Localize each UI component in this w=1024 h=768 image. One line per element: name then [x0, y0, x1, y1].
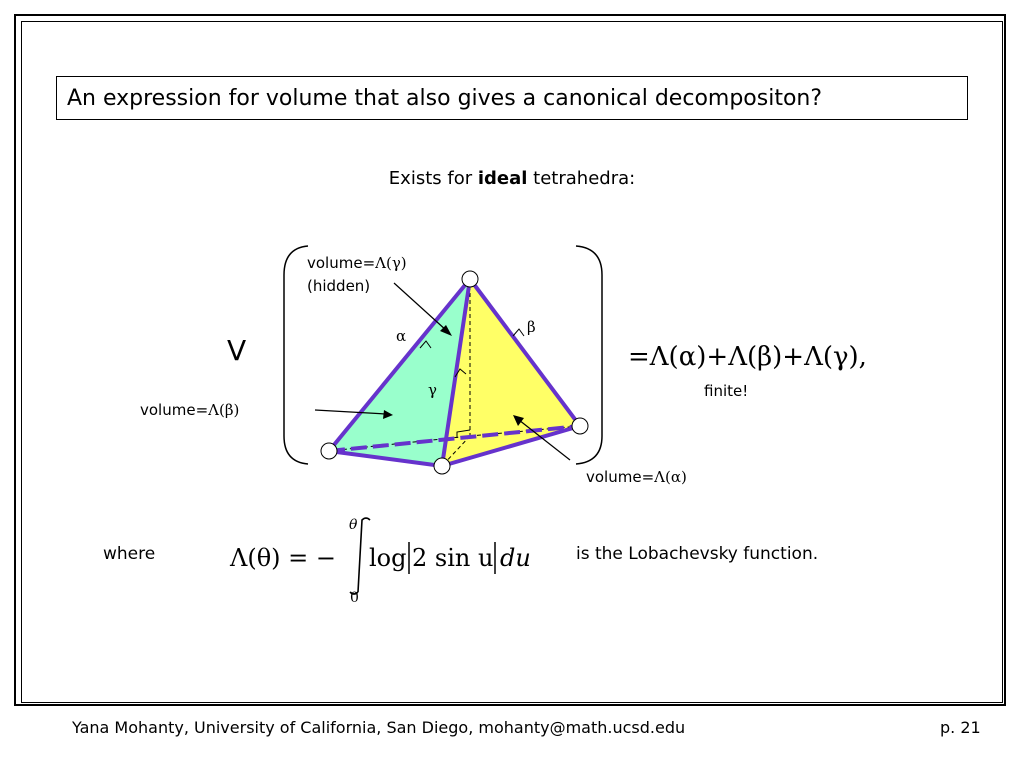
left-bracket: [284, 246, 308, 464]
volume-alpha-label: [586, 468, 687, 486]
lobachevsky-description: is the Lobachevsky function.: [576, 544, 819, 564]
page-number: p. 21: [940, 718, 981, 737]
volume-beta-math: Λ(β): [208, 401, 240, 419]
subtitle-bold: ideal: [477, 168, 528, 189]
volume-alpha-math: Λ(α): [654, 468, 687, 486]
volume-gamma-text: volume=: [307, 254, 376, 272]
integral-upper-limit: θ: [349, 517, 358, 533]
subtitle-suffix: tetrahedra:: [527, 168, 636, 189]
formula-lhs: Λ(θ) = −: [230, 544, 336, 572]
question-box: An expression for volume that also gives a canonical decompositon?: [56, 76, 968, 120]
subtitle-prefix: Exists for: [388, 168, 478, 189]
angle-beta: β: [527, 318, 536, 336]
footer-author: Yana Mohanty, University of California, San Diego, mohanty@math.ucsd.edu: [72, 718, 686, 737]
volume-beta-label: [140, 401, 239, 419]
volume-gamma-label: [307, 254, 407, 272]
vertex: [572, 418, 588, 434]
vertex: [462, 271, 478, 287]
angle-gamma: γ: [428, 381, 437, 399]
vertex: [434, 458, 450, 474]
angle-alpha: α: [396, 327, 407, 345]
vertex: [321, 443, 337, 459]
formula-body: 2 sin u: [412, 544, 494, 572]
sum-expression: =Λ(α)+Λ(β)+Λ(γ),: [628, 342, 867, 372]
hidden-label: (hidden): [307, 277, 371, 295]
volume-beta-text: volume=: [140, 401, 209, 419]
integral-lower-limit: 0: [350, 590, 359, 606]
formula-log: log: [369, 544, 407, 572]
lobachevsky-formula: [225, 510, 545, 610]
where-label: where: [103, 544, 156, 564]
tick-mark: [513, 329, 524, 336]
formula-du: du: [500, 544, 531, 572]
volume-alpha-text: volume=: [586, 468, 655, 486]
finite-note: finite!: [704, 382, 749, 400]
volume-gamma-math: Λ(γ): [375, 254, 407, 272]
arrow-gamma: [394, 283, 447, 331]
volume-symbol: V: [227, 334, 247, 367]
